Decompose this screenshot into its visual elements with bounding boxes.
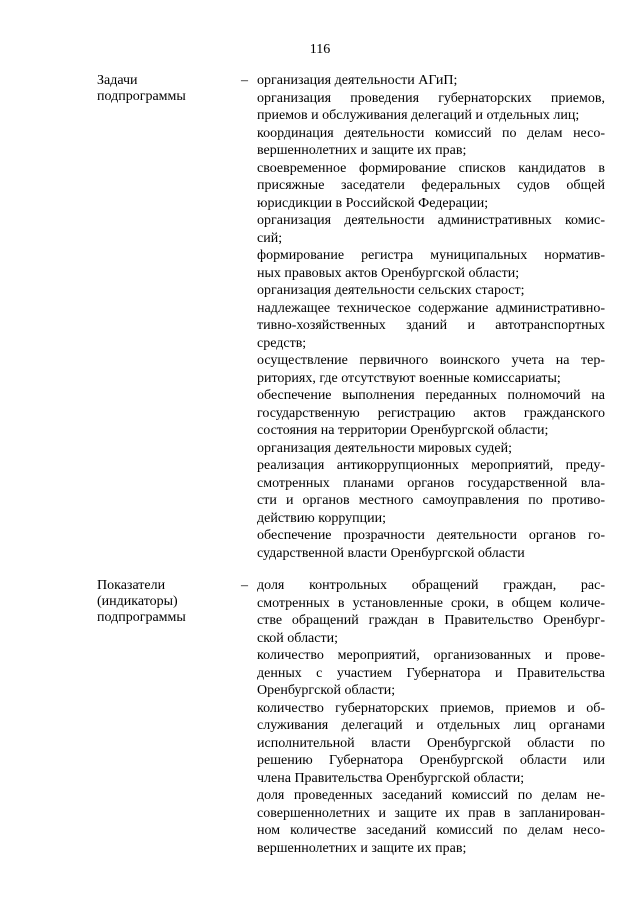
text-line: организация деятельности сельских старост;	[257, 283, 525, 298]
text-line: реализация антикоррупционных мероприятий, преду-	[257, 458, 605, 473]
list-item	[257, 282, 605, 300]
text-line: своевременное формирование списков кандидатов в	[257, 160, 605, 176]
label-line: (индикаторы)	[97, 594, 178, 609]
list-item	[257, 90, 605, 125]
list-item	[257, 577, 605, 647]
list-item	[257, 700, 605, 788]
text-line: денных с участием Губернатора и Правительства	[257, 665, 605, 681]
list-item	[257, 300, 605, 353]
text-line: осуществление первичного воинского учета на тер-	[257, 353, 605, 368]
text-line: тивно-хозяйственных зданий и автотранспортных	[257, 318, 605, 333]
section-items	[257, 577, 605, 857]
text-line: сударственной власти Оренбургской области	[257, 545, 525, 561]
dash: –	[241, 73, 248, 88]
text-line: совершеннолетних и защите их прав в запланирован-	[257, 805, 605, 821]
list-item	[257, 247, 605, 282]
text-line: организация деятельности административных комис-	[257, 213, 605, 228]
text-line: организация проведения губернаторских приемов,	[257, 90, 605, 106]
text-line: юрисдикции в Российской Федерации;	[257, 195, 489, 211]
list-item	[257, 160, 605, 213]
list-item	[257, 787, 605, 857]
list-item	[257, 352, 605, 387]
section-label	[97, 73, 232, 105]
text-line: доля проведенных заседаний комиссий по делам не-	[257, 788, 605, 803]
text-line: количество губернаторских приемов, приемов и об-	[257, 700, 605, 716]
text-line: доля контрольных обращений граждан, рас-	[257, 578, 605, 593]
label-line: Задачи	[97, 73, 138, 88]
text-line: исполнительной власти Оренбургской области по	[257, 735, 605, 751]
text-line: Оренбургской области;	[257, 683, 396, 698]
text-line: сти и органов местного самоуправления по противо-	[257, 493, 605, 508]
text-line: координация деятельности комиссий по делам несо-	[257, 125, 605, 141]
list-item	[257, 125, 605, 160]
text-line: вершеннолетних и защите их прав;	[257, 143, 467, 158]
list-item	[257, 212, 605, 247]
text-line: смотренных в установленные сроки, в общем количе-	[257, 595, 605, 611]
list-item	[257, 440, 605, 458]
text-line: сий;	[257, 230, 283, 246]
list-item	[257, 387, 605, 440]
text-line: члена Правительства Оренбургской области;	[257, 770, 525, 786]
text-line: обеспечение прозрачности деятельности органов го-	[257, 528, 605, 543]
text-line: решению Губернатора Оренбургской области или	[257, 753, 605, 768]
label-line: Показатели	[97, 578, 166, 593]
label-line: подпрограммы	[97, 610, 186, 625]
text-line: присяжные заседатели федеральных судов общей	[257, 178, 605, 193]
text-line: государственную регистрацию актов гражданского	[257, 405, 605, 421]
section-label	[97, 578, 232, 626]
text-line: действию коррупции;	[257, 510, 386, 526]
text-line: ных правовых актов Оренбургской области;	[257, 265, 520, 281]
text-line: риториях, где отсутствуют военные комиссариаты;	[257, 370, 561, 386]
label-line: подпрограммы	[97, 89, 186, 104]
list-item	[257, 527, 605, 562]
text-line: служивания делегаций и отдельных лиц органами	[257, 718, 605, 733]
text-line: организация деятельности АГиП;	[257, 73, 458, 88]
text-line: приемов и обслуживания делегаций и отдельных лиц;	[257, 108, 580, 123]
text-line: стве обращений граждан в Правительство Оренбург-	[257, 613, 605, 628]
page-number: 116	[309, 42, 331, 57]
text-line: ном количестве заседаний комиссий по делам несо-	[257, 823, 605, 838]
section-items	[257, 72, 605, 562]
list-item	[257, 457, 605, 527]
text-line: количество мероприятий, организованных и прове-	[257, 648, 605, 663]
text-line: обеспечение выполнения переданных полномочий на	[257, 388, 605, 403]
text-line: средств;	[257, 335, 307, 351]
list-item	[257, 72, 605, 90]
list-item	[257, 647, 605, 700]
text-line: ской области;	[257, 630, 338, 646]
text-line: смотренных планами органов государственной вла-	[257, 475, 605, 491]
text-line: формирование регистра муниципальных норматив-	[257, 248, 605, 263]
text-line: вершеннолетних и защите их прав;	[257, 840, 467, 856]
text-line: состояния на территории Оренбургской области;	[257, 423, 549, 438]
text-line: организация деятельности мировых судей;	[257, 440, 512, 456]
text-line: надлежащее техническое содержание административно-	[257, 300, 605, 316]
dash: –	[241, 578, 248, 593]
